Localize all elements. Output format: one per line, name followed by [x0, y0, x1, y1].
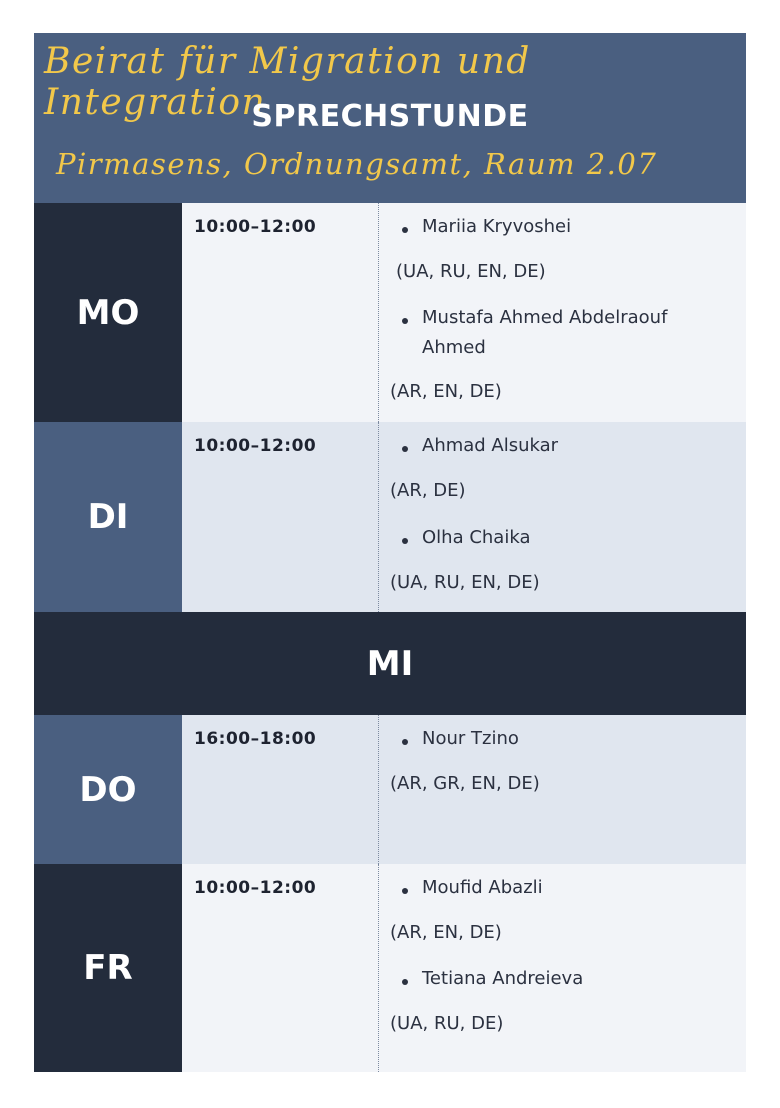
person-name: Mariia Kryvoshei [422, 216, 572, 237]
row-body-tuesday [182, 422, 746, 612]
row-wednesday [34, 612, 746, 715]
row-thursday [34, 715, 746, 864]
day-label-thursday: DO [34, 715, 182, 864]
persons-cell [378, 715, 746, 864]
day-label-monday: MO [34, 203, 182, 422]
person-name-continued: Ahmed [422, 337, 486, 358]
person-languages: (UA, RU, EN, DE) [396, 261, 546, 282]
person-languages: (AR, GR, EN, DE) [390, 773, 540, 794]
handwritten-location: Pirmasens, Ordnungsamt, Raum 2.07 [56, 147, 658, 181]
page-title: SPRECHSTUNDE [251, 99, 529, 134]
row-monday [34, 203, 746, 422]
row-body-friday [182, 864, 746, 1072]
day-label-tuesday: DI [34, 422, 182, 612]
persons-cell [378, 203, 746, 422]
person-name: Tetiana Andreieva [422, 968, 584, 989]
persons-cell [378, 422, 746, 612]
handwritten-council-name: Beirat für Migration und Integration [44, 41, 531, 123]
person-name: Olha Chaika [422, 527, 531, 548]
time-slot: 10:00–12:00 [194, 436, 317, 456]
person-languages: (UA, RU, DE) [390, 1013, 504, 1034]
person-languages: (AR, DE) [390, 480, 466, 501]
person-name: Ahmad Alsukar [422, 435, 559, 456]
bullet-icon [402, 888, 408, 894]
bullet-icon [402, 318, 408, 324]
persons-cell [378, 864, 746, 1072]
row-tuesday [34, 422, 746, 612]
time-slot: 10:00–12:00 [194, 878, 317, 898]
bullet-icon [402, 979, 408, 985]
time-slot: 10:00–12:00 [194, 217, 317, 237]
bullet-icon [402, 227, 408, 233]
person-name: Nour Tzino [422, 728, 519, 749]
row-body-thursday [182, 715, 746, 864]
schedule-poster [34, 33, 746, 1072]
person-languages: (AR, EN, DE) [390, 381, 502, 402]
bullet-icon [402, 538, 408, 544]
person-languages: (AR, EN, DE) [390, 922, 502, 943]
bullet-icon [402, 446, 408, 452]
person-languages: (UA, RU, EN, DE) [390, 572, 540, 593]
time-slot: 16:00–18:00 [194, 729, 317, 749]
header-banner [34, 33, 746, 203]
row-body-monday [182, 203, 746, 422]
day-label-friday: FR [34, 864, 182, 1072]
person-name: Moufid Abazli [422, 877, 543, 898]
bullet-icon [402, 739, 408, 745]
person-name: Mustafa Ahmed Abdelraouf [422, 307, 668, 328]
row-friday [34, 864, 746, 1072]
day-label-wednesday: MI [366, 643, 414, 684]
